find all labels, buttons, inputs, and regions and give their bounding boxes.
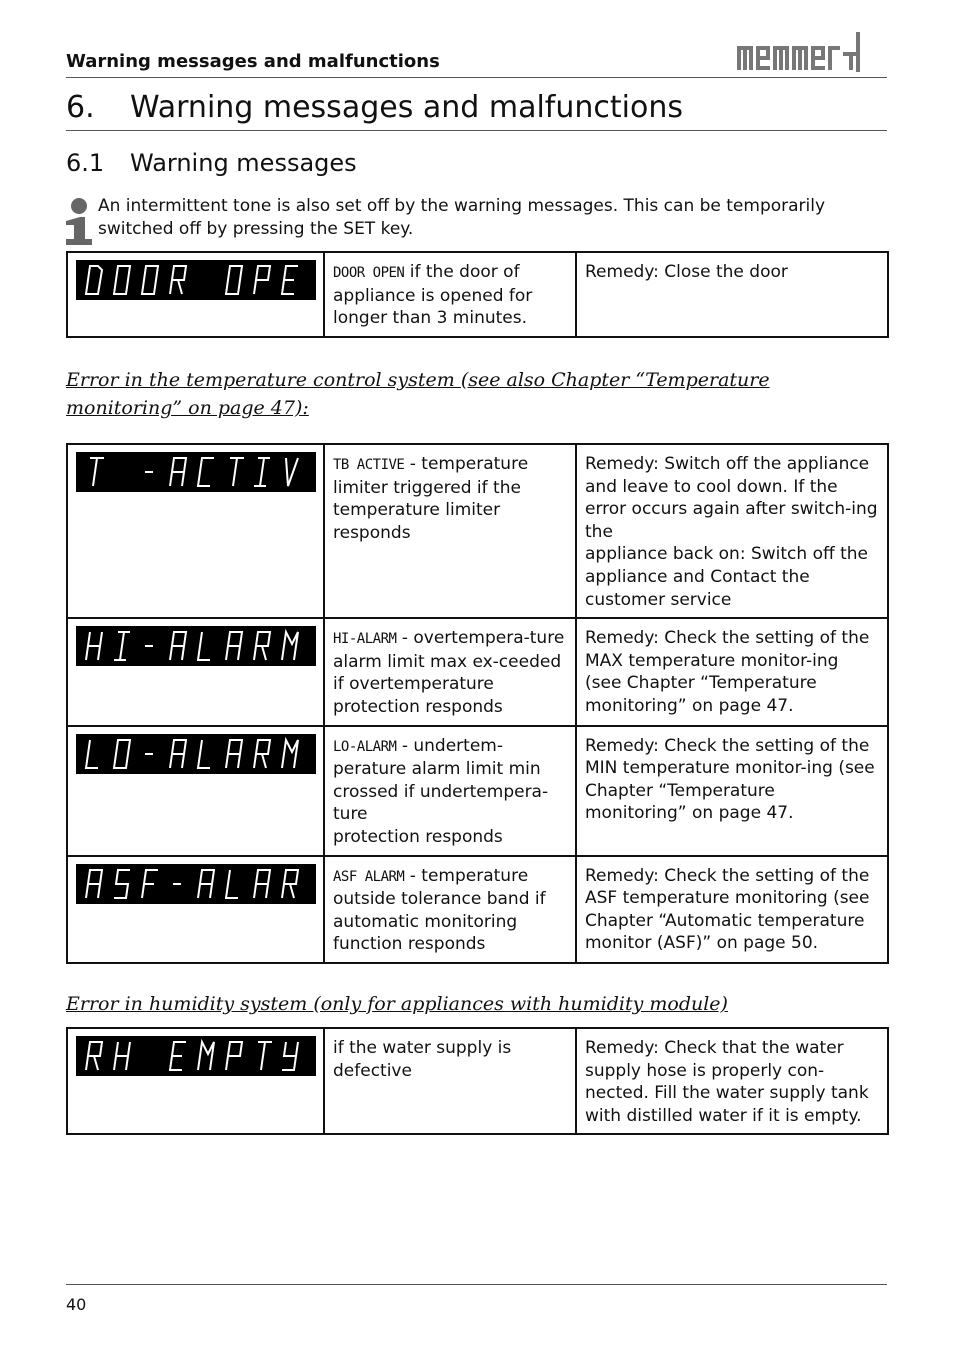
lcd-glyph — [114, 740, 130, 768]
description-cell — [324, 856, 576, 963]
lcd-glyph — [198, 1042, 214, 1070]
description-cell: if the water supply is defective — [324, 1028, 576, 1134]
chapter-title-text: Warning messages and malfunctions — [130, 90, 683, 125]
lcd-glyph — [198, 740, 210, 768]
lcd-glyph — [282, 740, 298, 768]
table-row — [67, 444, 888, 618]
display-code: ASF ALARM — [333, 868, 405, 885]
lcd-glyph — [282, 632, 298, 660]
info-icon — [66, 197, 96, 245]
table-row — [67, 252, 888, 337]
lcd-glyph — [254, 740, 270, 768]
section-title — [66, 147, 357, 179]
lcd-glyph — [86, 632, 102, 660]
lcd-display — [76, 734, 316, 774]
lcd-glyph — [198, 458, 214, 486]
remedy-cell: Remedy: Check the setting of the ASF temperature monitoring (see Chapter “Automatic temperature monitor (ASF)” on page 50. — [576, 856, 888, 963]
lcd-glyph — [142, 870, 158, 898]
lcd-glyph — [226, 1042, 242, 1070]
lcd-glyph — [254, 632, 270, 660]
description-cell — [324, 618, 576, 725]
lcd-glyph — [170, 632, 186, 660]
lcd-glyph — [258, 1042, 272, 1070]
display-cell — [67, 1028, 324, 1134]
door-warning-table — [66, 251, 889, 338]
temperature-error-table — [66, 443, 889, 964]
remedy-cell: Remedy: Check the setting of the MIN temperature monitor-ing (see Chapter “Temperature monitoring” on page 47. — [576, 726, 888, 856]
chapter-number: 6. — [66, 90, 95, 125]
display-code: DOOR OPEN — [333, 265, 405, 281]
description-text: if the door of appliance is opened for longer than 3 minutes. — [333, 262, 533, 329]
lcd-glyph — [254, 458, 270, 486]
lcd-glyph — [230, 458, 244, 486]
description-text: - temperature limiter triggered if the temperature limiter responds — [333, 454, 529, 543]
page-header — [66, 28, 887, 78]
display-cell — [67, 618, 324, 725]
lcd-glyph — [90, 458, 104, 486]
lcd-glyph — [170, 266, 186, 294]
note-text: An intermittent tone is also set off by the warning messages. This can be temporarily switched off by pressing the SET key. — [98, 196, 826, 239]
lcd-glyph — [114, 266, 130, 294]
remedy-cell: Remedy: Close the door — [576, 252, 888, 337]
lcd-glyph — [226, 266, 242, 294]
lcd-glyph — [282, 870, 298, 898]
lcd-display — [76, 1036, 316, 1076]
lcd-glyph — [198, 870, 214, 898]
lcd-glyph — [286, 458, 298, 486]
table-row — [67, 726, 888, 856]
lcd-glyph — [86, 740, 98, 768]
description-cell — [324, 252, 576, 337]
lcd-glyph — [226, 870, 238, 898]
display-code: TB ACTIVE — [333, 457, 405, 473]
remedy-cell: Remedy: Check that the water supply hose is properly con-nected. Fill the water supply tank with distilled water if it is empty. — [576, 1028, 888, 1134]
lcd-display — [76, 864, 316, 904]
lcd-glyph — [170, 458, 186, 486]
lcd-glyph — [86, 266, 102, 294]
table-row — [67, 856, 888, 963]
lcd-glyph — [114, 870, 130, 898]
lcd-glyph — [114, 1042, 130, 1070]
humidity-error-table — [66, 1027, 889, 1135]
temperature-heading: Error in the temperature control system (see also Chapter “Temperature monitoring” on page 47): — [66, 369, 770, 419]
lcd-glyph — [282, 1042, 298, 1070]
lcd-glyph — [254, 266, 270, 294]
lcd-glyph — [86, 1042, 102, 1070]
display-cell — [67, 444, 324, 618]
remedy-cell: Remedy: Check the setting of the MAX temperature monitor-ing (see Chapter “Temperature monitoring” on page 47. — [576, 618, 888, 725]
info-note — [66, 195, 887, 247]
description-cell — [324, 726, 576, 856]
page-number: 40 — [66, 1295, 87, 1314]
lcd-glyph — [170, 740, 186, 768]
lcd-glyph — [86, 870, 102, 898]
lcd-display — [76, 452, 316, 492]
table-row — [67, 1028, 888, 1134]
lcd-glyph — [142, 266, 158, 294]
lcd-display — [76, 260, 316, 300]
display-code: LO-ALARM — [333, 738, 397, 755]
description-text: - temperature outside tolerance band if automatic monitoring function responds — [333, 865, 546, 955]
description-cell — [324, 444, 576, 618]
description-text: - undertem-perature alarm limit min crossed if undertempera-ture protection responds — [333, 735, 549, 847]
lcd-glyph — [170, 1042, 186, 1070]
lcd-glyph — [226, 632, 242, 660]
memmert-logo — [737, 30, 887, 72]
table-row — [67, 618, 888, 725]
running-head: Warning messages and malfunctions — [66, 51, 440, 72]
page-footer — [66, 1284, 887, 1324]
remedy-cell: Remedy: Switch off the appliance and leave to cool down. If the error occurs again after switch-ing the appliance back on: Switch off the appliance and Contact the customer service — [576, 444, 888, 618]
lcd-glyph — [114, 632, 130, 660]
lcd-glyph — [282, 266, 298, 294]
lcd-glyph — [226, 740, 242, 768]
display-cell — [67, 726, 324, 856]
lcd-display — [76, 626, 316, 666]
lcd-glyph — [198, 632, 210, 660]
description-text: - overtempera-ture alarm limit max ex-ceeded if overtemperature protection responds — [333, 628, 565, 717]
display-code: HI-ALARM — [333, 631, 397, 648]
display-cell — [67, 252, 324, 337]
section-number: 6.1 — [66, 149, 105, 177]
chapter-title — [66, 88, 887, 131]
humidity-heading: Error in humidity system (only for appliances with humidity module) — [66, 993, 728, 1015]
lcd-glyph — [254, 870, 270, 898]
display-cell — [67, 856, 324, 963]
section-title-text: Warning messages — [130, 149, 357, 177]
